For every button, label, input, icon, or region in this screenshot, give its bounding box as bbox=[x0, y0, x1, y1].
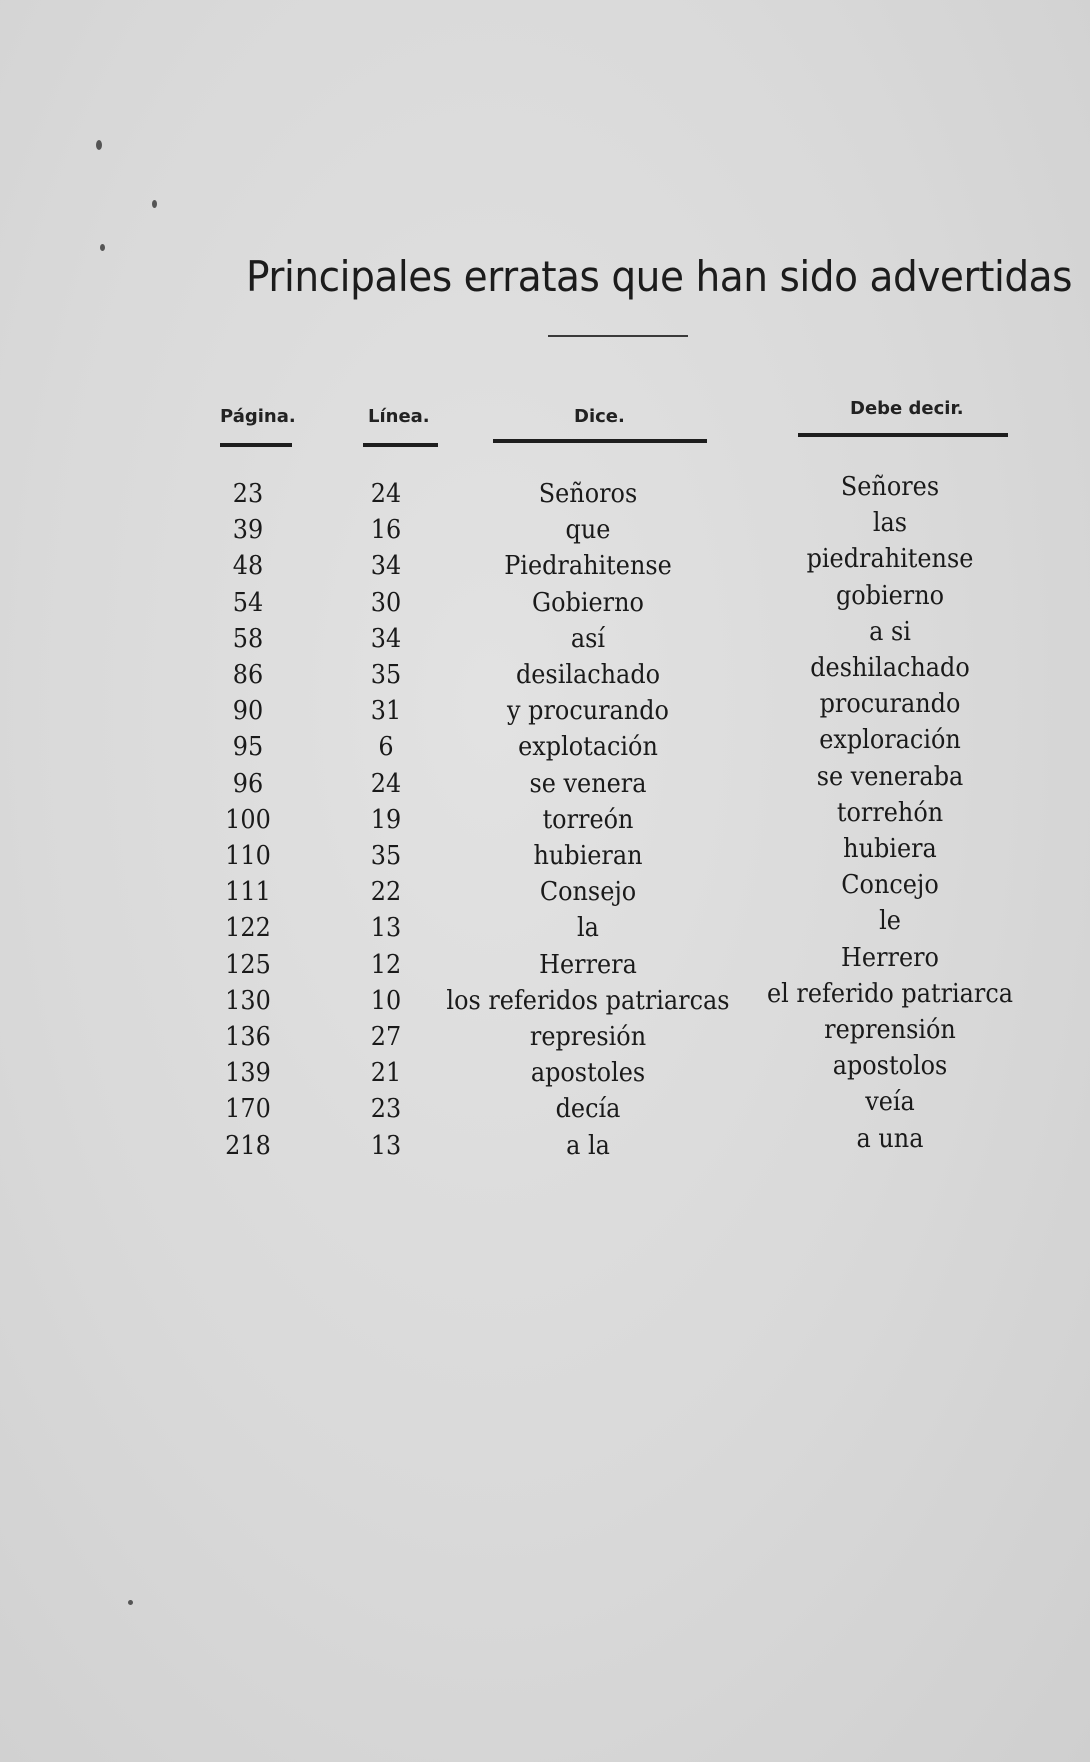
cell-pagina: 48 bbox=[232, 551, 264, 582]
cell-dice: decía bbox=[555, 1094, 621, 1125]
cell-debe-decir: veía bbox=[865, 1087, 915, 1118]
cell-pagina: 58 bbox=[232, 623, 264, 654]
cell-pagina: 218 bbox=[225, 1130, 271, 1161]
cell-debe-decir: Herrero bbox=[841, 942, 939, 973]
cell-pagina: 130 bbox=[225, 985, 271, 1016]
cell-linea: 23 bbox=[370, 1094, 402, 1125]
cell-dice: Gobierno bbox=[532, 587, 644, 618]
paper-speck bbox=[152, 200, 157, 208]
cell-dice: a la bbox=[566, 1130, 610, 1161]
cell-dice: los referidos patriarcas bbox=[446, 985, 730, 1016]
cell-dice: Piedrahitense bbox=[504, 551, 672, 582]
cell-pagina: 96 bbox=[232, 768, 264, 799]
cell-pagina: 139 bbox=[225, 1058, 271, 1089]
cell-dice: desilachado bbox=[515, 660, 661, 690]
cell-linea: 27 bbox=[370, 1022, 402, 1052]
cell-linea: 13 bbox=[370, 913, 402, 944]
cell-debe-decir: las bbox=[872, 508, 908, 539]
cell-debe-decir: procurando bbox=[819, 689, 961, 720]
header-linea-rule bbox=[363, 443, 438, 447]
cell-debe-decir: apostolos bbox=[832, 1051, 948, 1082]
cell-dice: Señoros bbox=[538, 479, 638, 509]
cell-debe-decir: reprensión bbox=[824, 1015, 956, 1045]
cell-debe-decir: gobierno bbox=[835, 580, 945, 611]
cell-pagina: 54 bbox=[232, 587, 264, 618]
cell-debe-decir: deshilachado bbox=[810, 653, 970, 683]
cell-debe-decir: el referido patriarca bbox=[766, 978, 1014, 1009]
cell-dice: Consejo bbox=[539, 877, 637, 908]
cell-linea: 35 bbox=[370, 841, 402, 871]
paper-speck bbox=[100, 244, 105, 251]
cell-dice: y procurando bbox=[507, 696, 669, 727]
cell-dice: Herrera bbox=[539, 949, 637, 980]
cell-debe-decir: hubiera bbox=[843, 834, 937, 864]
cell-dice: que bbox=[565, 515, 611, 546]
cell-linea: 21 bbox=[370, 1058, 402, 1089]
cell-pagina: 125 bbox=[225, 949, 271, 980]
cell-pagina: 122 bbox=[225, 913, 271, 944]
cell-linea: 10 bbox=[370, 985, 402, 1016]
cell-linea: 30 bbox=[370, 587, 402, 618]
cell-pagina: 90 bbox=[232, 696, 264, 727]
header-linea: Línea. bbox=[368, 406, 430, 427]
cell-dice: represión bbox=[529, 1022, 647, 1052]
header-pagina: Página. bbox=[220, 406, 296, 427]
cell-linea: 22 bbox=[370, 877, 402, 908]
cell-debe-decir: a si bbox=[869, 616, 911, 647]
cell-linea: 31 bbox=[370, 696, 402, 727]
cell-linea: 19 bbox=[370, 804, 402, 835]
cell-dice: se venera bbox=[529, 768, 647, 799]
cell-linea: 34 bbox=[370, 551, 402, 582]
cell-linea: 24 bbox=[370, 479, 402, 509]
cell-dice: la bbox=[577, 913, 599, 944]
cell-linea: 6 bbox=[378, 732, 394, 763]
cell-debe-decir: piedrahitense bbox=[806, 544, 974, 575]
cell-dice: apostoles bbox=[530, 1058, 646, 1089]
cell-debe-decir: a una bbox=[856, 1123, 924, 1154]
cell-linea: 12 bbox=[370, 949, 402, 980]
header-dice: Dice. bbox=[574, 406, 625, 427]
page-title: Principales erratas que han sido advertidas bbox=[246, 252, 1073, 301]
cell-linea: 34 bbox=[370, 623, 402, 654]
cell-pagina: 39 bbox=[232, 515, 264, 546]
paper-speck bbox=[128, 1600, 133, 1605]
cell-dice: hubieran bbox=[533, 841, 643, 871]
paper-speck bbox=[96, 140, 102, 150]
cell-dice: torreón bbox=[542, 804, 634, 835]
cell-debe-decir: exploración bbox=[819, 725, 961, 756]
cell-pagina: 23 bbox=[232, 479, 264, 509]
cell-dice: explotación bbox=[518, 732, 658, 763]
cell-debe-decir: se veneraba bbox=[816, 761, 964, 792]
cell-linea: 35 bbox=[370, 660, 402, 690]
cell-linea: 13 bbox=[370, 1130, 402, 1161]
cell-dice: así bbox=[570, 623, 606, 654]
cell-pagina: 111 bbox=[225, 877, 271, 908]
cell-linea: 16 bbox=[370, 515, 402, 546]
cell-pagina: 100 bbox=[225, 804, 271, 835]
header-debe-decir-rule bbox=[798, 433, 1008, 437]
cell-debe-decir: Concejo bbox=[841, 870, 939, 901]
cell-debe-decir: torrehón bbox=[836, 797, 944, 828]
cell-linea: 24 bbox=[370, 768, 402, 799]
cell-debe-decir: le bbox=[879, 906, 901, 937]
cell-pagina: 95 bbox=[232, 732, 264, 763]
cell-pagina: 136 bbox=[225, 1022, 271, 1052]
cell-debe-decir: Señores bbox=[840, 472, 940, 502]
header-pagina-rule bbox=[220, 443, 292, 447]
header-debe-decir: Debe decir. bbox=[850, 398, 964, 419]
cell-pagina: 170 bbox=[225, 1094, 271, 1125]
header-dice-rule bbox=[493, 439, 707, 443]
title-divider bbox=[548, 335, 688, 337]
cell-pagina: 110 bbox=[225, 841, 271, 871]
cell-pagina: 86 bbox=[232, 660, 264, 690]
